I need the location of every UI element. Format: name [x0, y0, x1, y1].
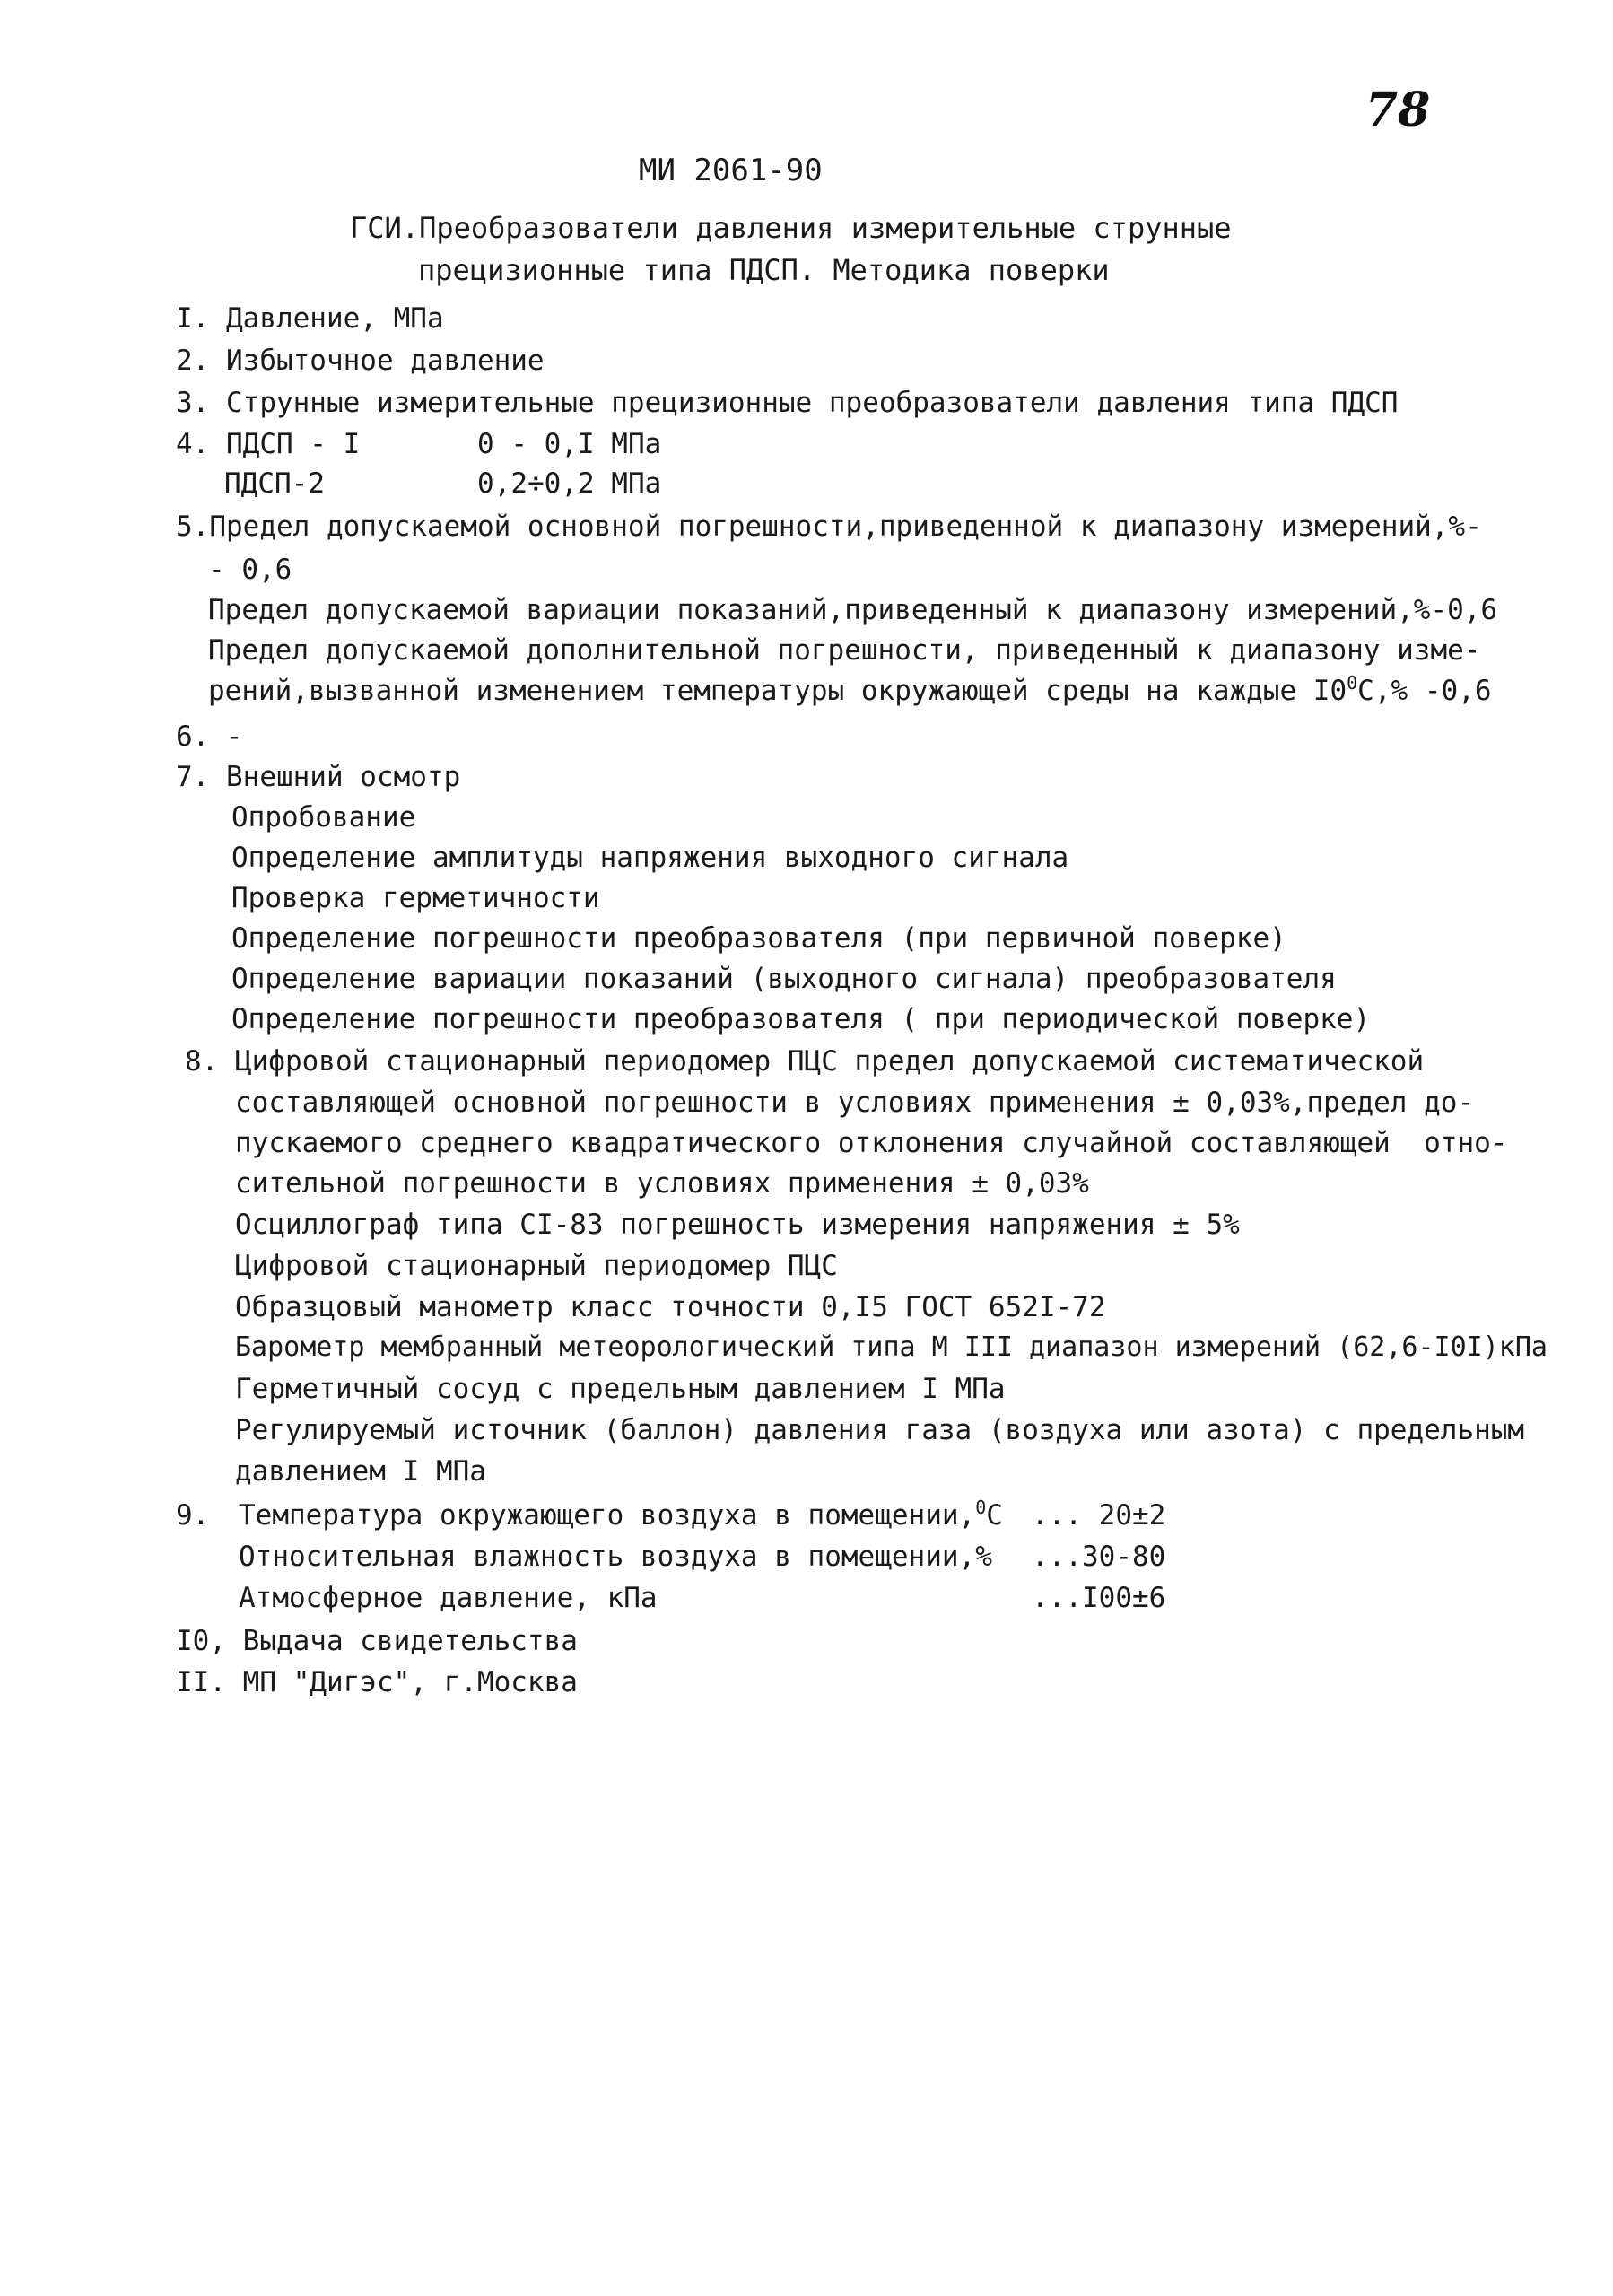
- item-7-line-4: Проверка герметичности: [231, 882, 600, 914]
- item-3: 3. Струнные измерительные прецизионные преобразователи давления типа ПДСП: [176, 387, 1399, 419]
- item-9-humidity-value: ...30-80: [1032, 1541, 1166, 1573]
- item-7-line-7: Определение погрешности преобразователя ( при периодической поверке): [231, 1003, 1371, 1035]
- item-5-line-4: Предел допускаемой дополнительной погрешности, приведенный к диапазону изме-: [208, 634, 1481, 667]
- item-8-line-6: Цифровой стационарный периодомер ПЦС: [235, 1250, 838, 1282]
- item-7-line-5: Определение погрешности преобразователя (при первичной поверке): [231, 922, 1286, 955]
- item-8-line-8: Барометр мембранный метеорологический типа М III диапазон измерений (62,6-I0I)кПа: [235, 1331, 1548, 1363]
- document-code: МИ 2061-90: [639, 153, 823, 188]
- item-9-humidity-label: Относительная влажность воздуха в помещении,%: [239, 1541, 992, 1573]
- item-2: 2. Избыточное давление: [176, 345, 545, 377]
- item-8-line-1: 8. Цифровой стационарный периодомер ПЦС предел допускаемой систематической: [185, 1045, 1425, 1078]
- item-8-line-5: Осциллограф типа CI-83 погрешность измерения напряжения ± 5%: [235, 1209, 1240, 1241]
- item-8-line-3: пускаемого среднего квадратического отклонения случайной составляющей отно-: [235, 1127, 1508, 1159]
- item-4-range-1: 0 - 0,I МПа: [477, 428, 662, 460]
- item-5-line-5: рений,вызванной изменением температуры окружающей среды на каждые $I0^0С,\%$ -0,6: [208, 672, 1492, 707]
- item-8-line-7: Образцовый манометр класс точности 0,I5 ГОСТ 652I-72: [235, 1291, 1106, 1323]
- document-title-line-1: ГСИ.Преобразователи давления измерительные струнные: [350, 211, 1232, 245]
- item-5-line-2: - 0,6: [208, 554, 292, 586]
- item-4-model-2: ПДСП-2: [224, 467, 325, 500]
- item-6: 6. -: [176, 720, 243, 753]
- item-5-line-1: 5.Предел допускаемой основной погрешности,приведенной к диапазону измерений,%-: [176, 511, 1482, 543]
- item-9-temperature-value: ... 20±2: [1032, 1499, 1166, 1532]
- item-7-line-6: Определение вариации показаний (выходного сигнала) преобразователя: [231, 963, 1337, 995]
- page-number: 78: [1365, 83, 1431, 137]
- item-8-line-11: давлением I МПа: [235, 1455, 486, 1488]
- item-5-line-3: Предел допускаемой вариации показаний,приведенный к диапазону измерений,%-0,6: [208, 594, 1498, 626]
- item-4-model-1: 4. ПДСП - I: [176, 428, 361, 460]
- item-9-pressure-value: ...I00±6: [1032, 1582, 1166, 1614]
- item-9-pressure-label: Атмосферное давление, кПа: [239, 1582, 658, 1614]
- document-title-line-2: прецизионные типа ПДСП. Методика поверки: [418, 253, 1110, 287]
- item-11: II. МП "Дигэс", г.Москва: [176, 1666, 578, 1698]
- item-10: I0, Выдача свидетельства: [176, 1625, 578, 1657]
- item-8-line-2: составляющей основной погрешности в условиях применения ± 0,03%,предел до-: [235, 1087, 1475, 1119]
- item-1: I. Давление, МПа: [176, 302, 444, 335]
- item-9-number: 9.: [176, 1499, 210, 1532]
- item-9-temperature-label: Температура окружающего воздуха в помещении,$^0$С: [239, 1497, 1003, 1532]
- item-4-range-2: 0,2÷0,2 МПа: [477, 467, 662, 500]
- item-7-line-2: Опробование: [231, 801, 416, 834]
- item-8-line-10: Регулируемый источник (баллон) давления газа (воздуха или азота) с предельным: [235, 1414, 1525, 1446]
- item-8-line-9: Герметичный сосуд с предельным давлением I МПа: [235, 1373, 1006, 1405]
- item-7-line-3: Определение амплитуды напряжения выходного сигнала: [231, 842, 1069, 874]
- item-8-line-4: сительной погрешности в условиях применения ± 0,03%: [235, 1167, 1089, 1200]
- item-7-line-1: 7. Внешний осмотр: [176, 761, 461, 793]
